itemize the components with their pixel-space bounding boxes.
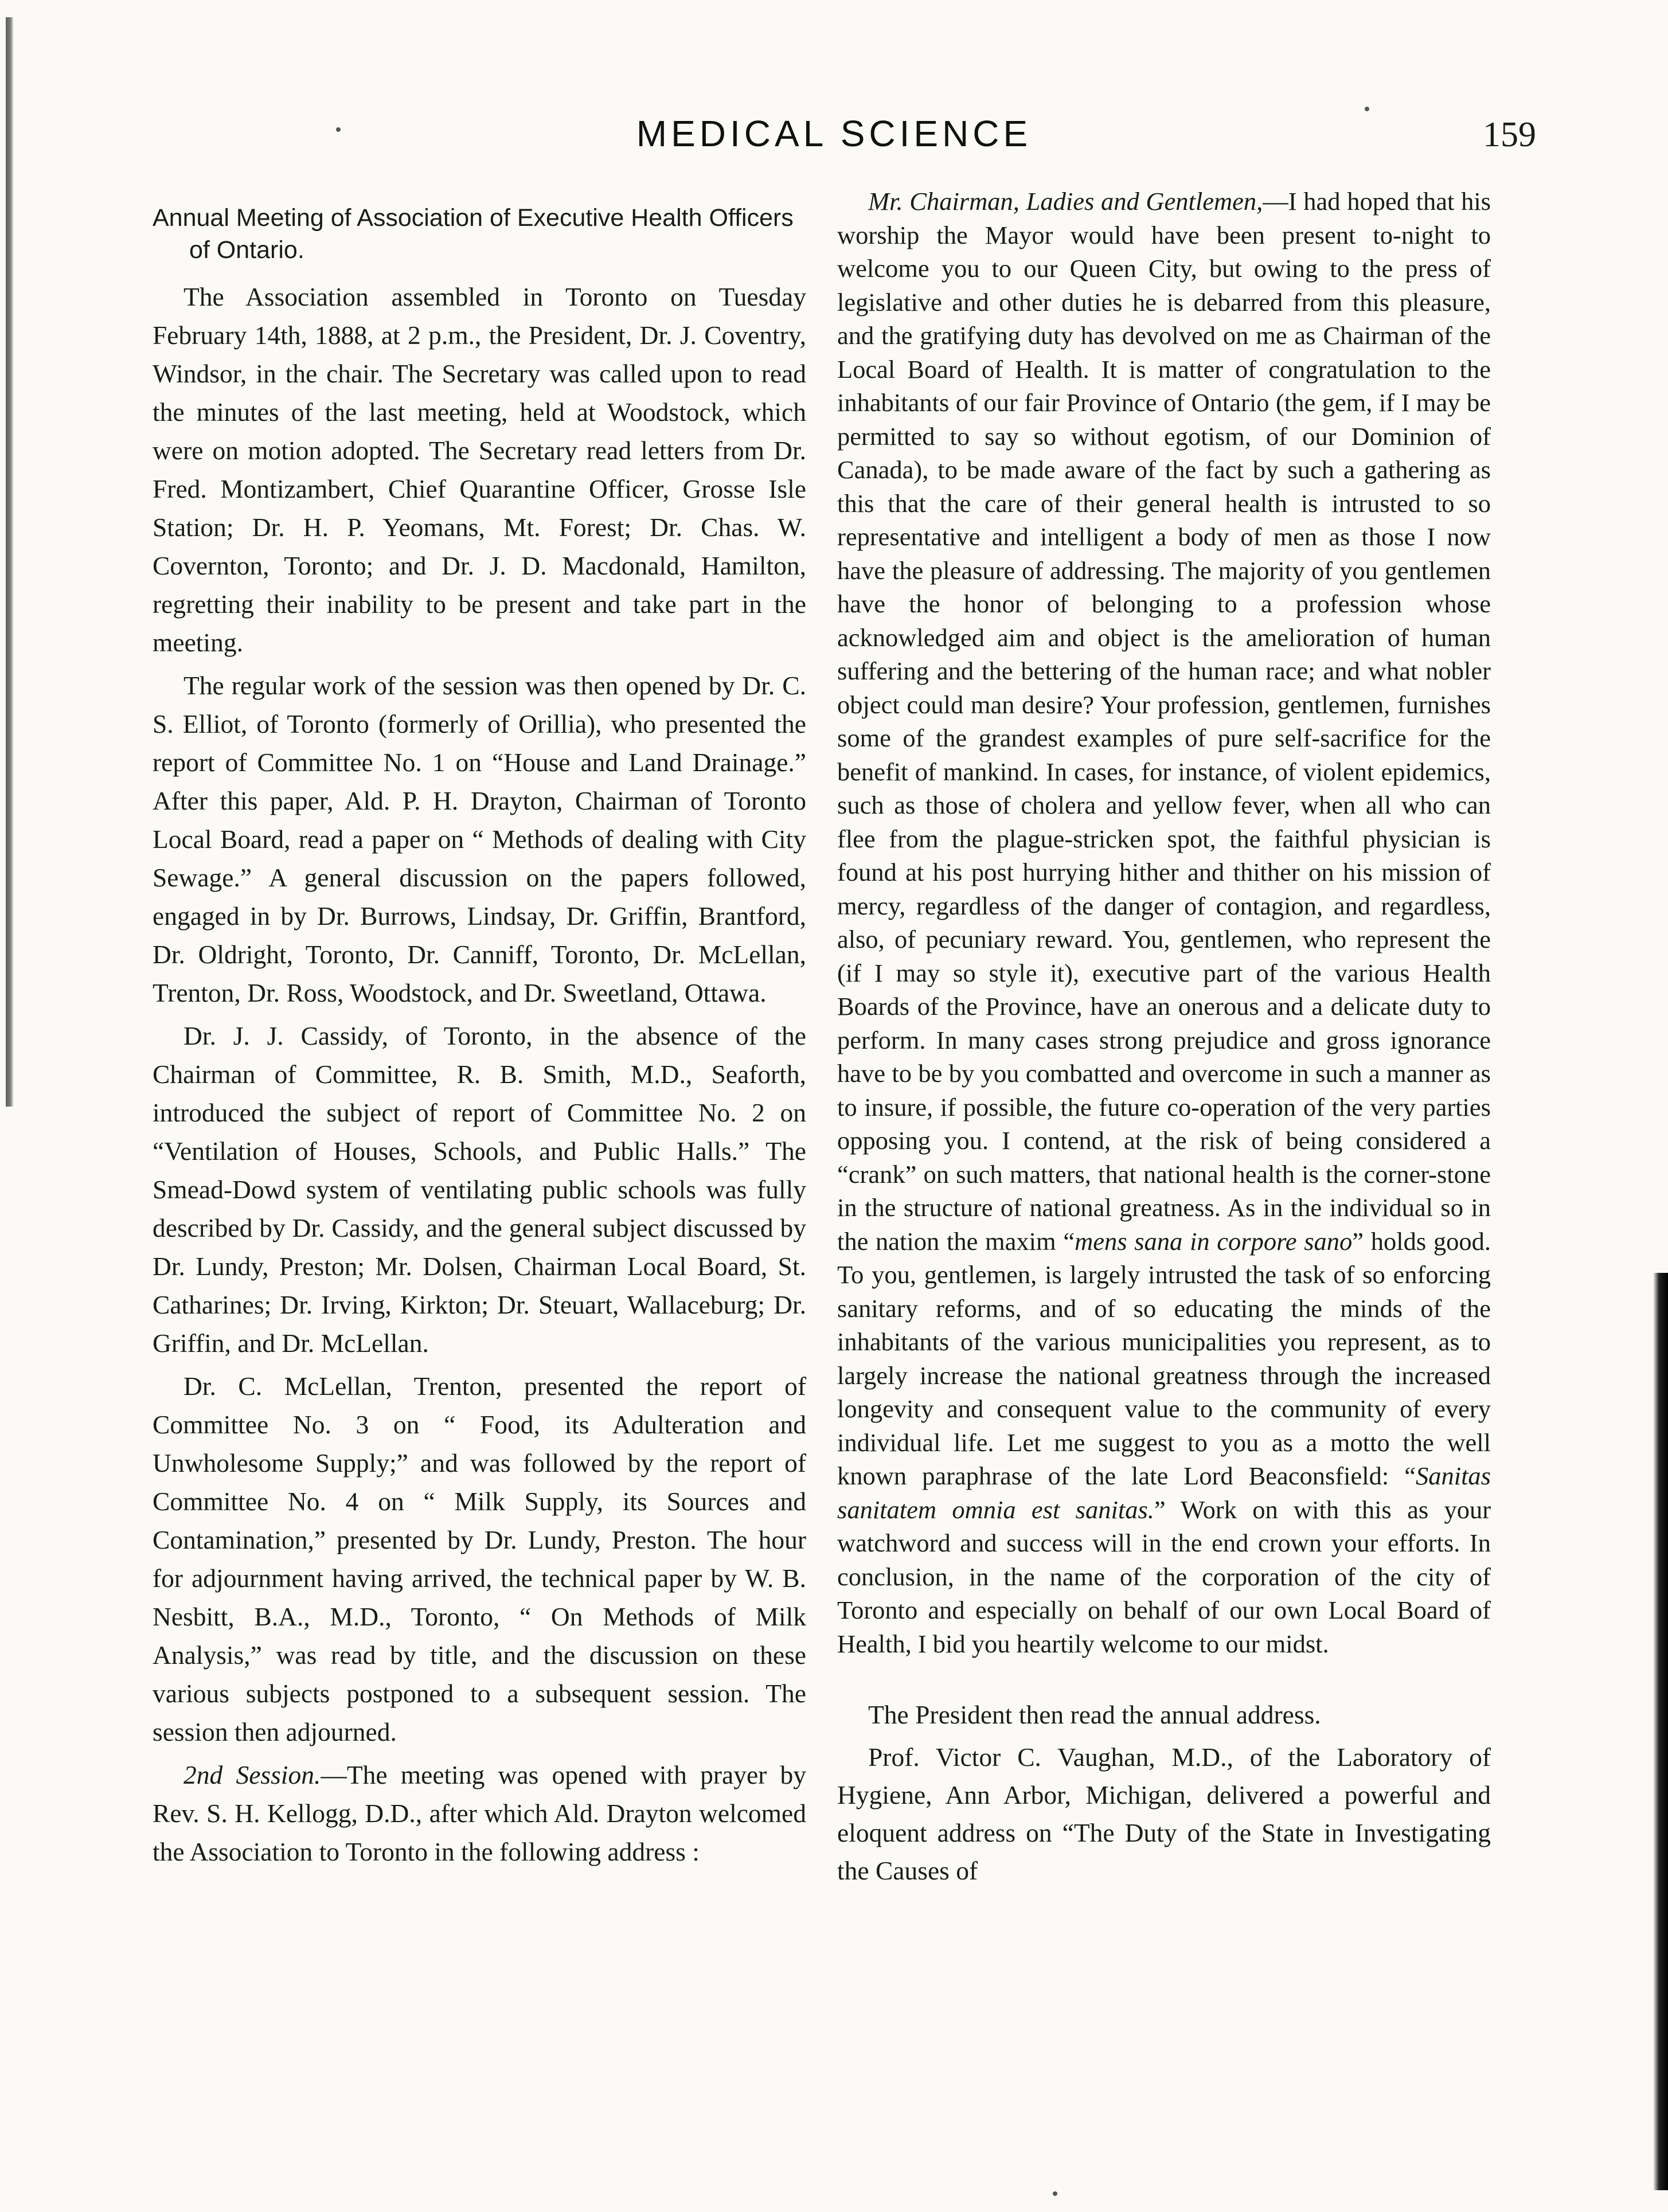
left-column [153, 189, 806, 1875]
address-motto-1: mens sana in corpore sano [1075, 1226, 1353, 1256]
page-number: 159 [1483, 115, 1536, 154]
paragraph-assembly: The Association assembled in Toronto on Tuesday February 14th, 1888, at 2 p.m., the President, Dr. J. Coventry, Windsor, in the chair. The Secretary was called upon to read the minutes of the last meeting, held at Woodstock, which were on motion adopted. The Secretary read letters from Dr. Fred. Montizambert, Chief Quarantine Officer, Grosse Isle Station; Dr. H. P. Yeomans, Mt. Forest; Dr. Chas. W. Covernton, Toronto; and Dr. J. D. Macdonald, Hamilton, regretting their inability to be present and take part in the meeting. [153, 282, 806, 657]
paragraph-president: The President then read the annual address. [868, 1700, 1321, 1729]
paragraph-second-session [153, 1756, 806, 1871]
paragraph-cassidy: Dr. J. J. Cassidy, of Toronto, in the absence of the Chairman of Committee, R. B. Smith, M.D., Seaforth, introduced the subject of report of Committee No. 2 on “Ventilation of Houses, Schools, and Public Halls.” The Smead-Dowd system of ventilating public schools was fully described by Dr. Cassidy, and the general subject discussed by Dr. Lundy, Preston; Mr. Dolsen, Chairman Local Board, St. Catharines; Dr. Irving, Kirkton; Dr. Steuart, Wallaceburg; Dr. Griffin, and Dr. McLellan. [153, 1021, 806, 1358]
address-text-2: ” holds good. To you, gentlemen, is largely intrusted the task of so enforcing sanitary reforms, and of so educating the minds of the inhabitants of the various municipalities you represent, as to largely increase the national greatness through the increased longevity and consequent value to the community of every individual life. Let me suggest to you as a motto the well known paraphrase of the late Lord Beaconsfield: “ [837, 1226, 1491, 1490]
running-head [0, 112, 1668, 158]
binding-shadow [6, 17, 14, 1107]
right-column [837, 185, 1491, 1894]
paragraph-regular-work: The regular work of the session was then opened by Dr. C. S. Elliot, of Toronto (formerly of Orillia), who presented the report of Committee No. 1 on “House and Land Drainage.” After this paper, Ald. P. H. Drayton, Chairman of Toronto Local Board, read a paper on “ Methods of dealing with City Sewage.” A general discussion on the papers followed, engaged in by Dr. Burrows, Lindsay, Dr. Griffin, Brantford, Dr. Oldright, Toronto, Dr. Canniff, Toronto, Dr. McLellan, Trenton, Dr. Ross, Woodstock, and Dr. Sweetland, Ottawa. [153, 671, 806, 1007]
section-gap [837, 1665, 1491, 1696]
address-motto-2: Sanitas sanitatem omnia est sanitas. [837, 1461, 1491, 1524]
journal-title: MEDICAL SCIENCE [636, 113, 1032, 154]
article-heading: Annual Meeting of Association of Executive Health Officers of Ontario. [153, 204, 794, 264]
second-session-text: —The meeting was opened with prayer by Rev. S. H. Kellogg, D.D., after which Ald. Drayton welcomed the Association to Toronto in the following address : [153, 1760, 807, 1866]
paragraph-vaughan: Prof. Victor C. Vaughan, M.D., of the Laboratory of Hygiene, Ann Arbor, Michigan, delivered a powerful and eloquent address on “The Duty of the State in Investigating the Causes of [837, 1742, 1491, 1885]
address-salutation: Mr. Chairman, Ladies and Gentlemen, [868, 187, 1263, 216]
address-text-3: ” Work on with this as your watchword and success will in the end crown your efforts. In conclusion, in the name of the corporation of the city of Toronto and especially on behalf of our own Local Board of Health, I bid you heartily welcome to our midst. [837, 1495, 1491, 1658]
welcome-address [837, 185, 1491, 1660]
second-session-label: 2nd Session. [183, 1760, 321, 1789]
page-edge-shadow [1653, 1273, 1668, 2190]
paragraph-mclellan: Dr. C. McLellan, Trenton, presented the report of Committee No. 3 on “ Food, its Adulteration and Unwholesome Supply;” and was followed by the report of Committee No. 4 on “ Milk Supply, its Sources and Contamination,” presented by Dr. Lundy, Preston. The hour for adjournment having arrived, the technical paper by W. B. Nesbitt, B.A., M.D., Toronto, “ On Methods of Milk Analysis,” was read by title, and the discussion on these various subjects postponed to a subsequent session. The session then adjourned. [153, 1371, 806, 1746]
ink-speck [1053, 2191, 1057, 2196]
address-text-1: —I had hoped that his worship the Mayor would have been present to-night to welcome you to our Queen City, but owing to the press of legislative and other duties he is debarred from this pleasure, and the gratifying duty has devolved on me as Chairman of the Local Board of Health. It is matter of congratulation to the inhabitants of our fair Province of Ontario (the gem, if I may be permitted to say so without egotism, of our Dominion of Canada), to be made aware of the fact by such a gathering as this that the care of their general health is intrusted to so representative and intelligent a body of men as those I now have the pleasure of addressing. The majority of you gentlemen have the honor of belonging to a profession whose acknowledged aim and object is the amelioration of human suffering and the bettering of the human race; and what nobler object could man desire? Your profession, gentlemen, furnishes some of the grandest examples of pure self-sacrifice for the benefit of mankind. In cases, for instance, of violent epidemics, such as those of cholera and yellow fever, when all who can flee from the plague-stricken spot, the faithful physician is found at his post hurrying hither and thither on his mission of mercy, regardless of the danger of contagion, and regardless, also, of pecuniary reward. You, gentlemen, who represent the (if I may so style it), executive part of the various Health Boards of the Province, have an onerous and a delicate duty to perform. In many cases strong prejudice and gross ignorance have to be by you combatted and overcome in such a manner as to insure, if possible, the future co-operation of the very parties opposing you. I contend, at the risk of being considered a “crank” on such matters, that national health is the corner-stone in the structure of national greatness. As in the individual so in the nation the maxim “ [837, 187, 1491, 1256]
ink-speck [1365, 107, 1369, 111]
